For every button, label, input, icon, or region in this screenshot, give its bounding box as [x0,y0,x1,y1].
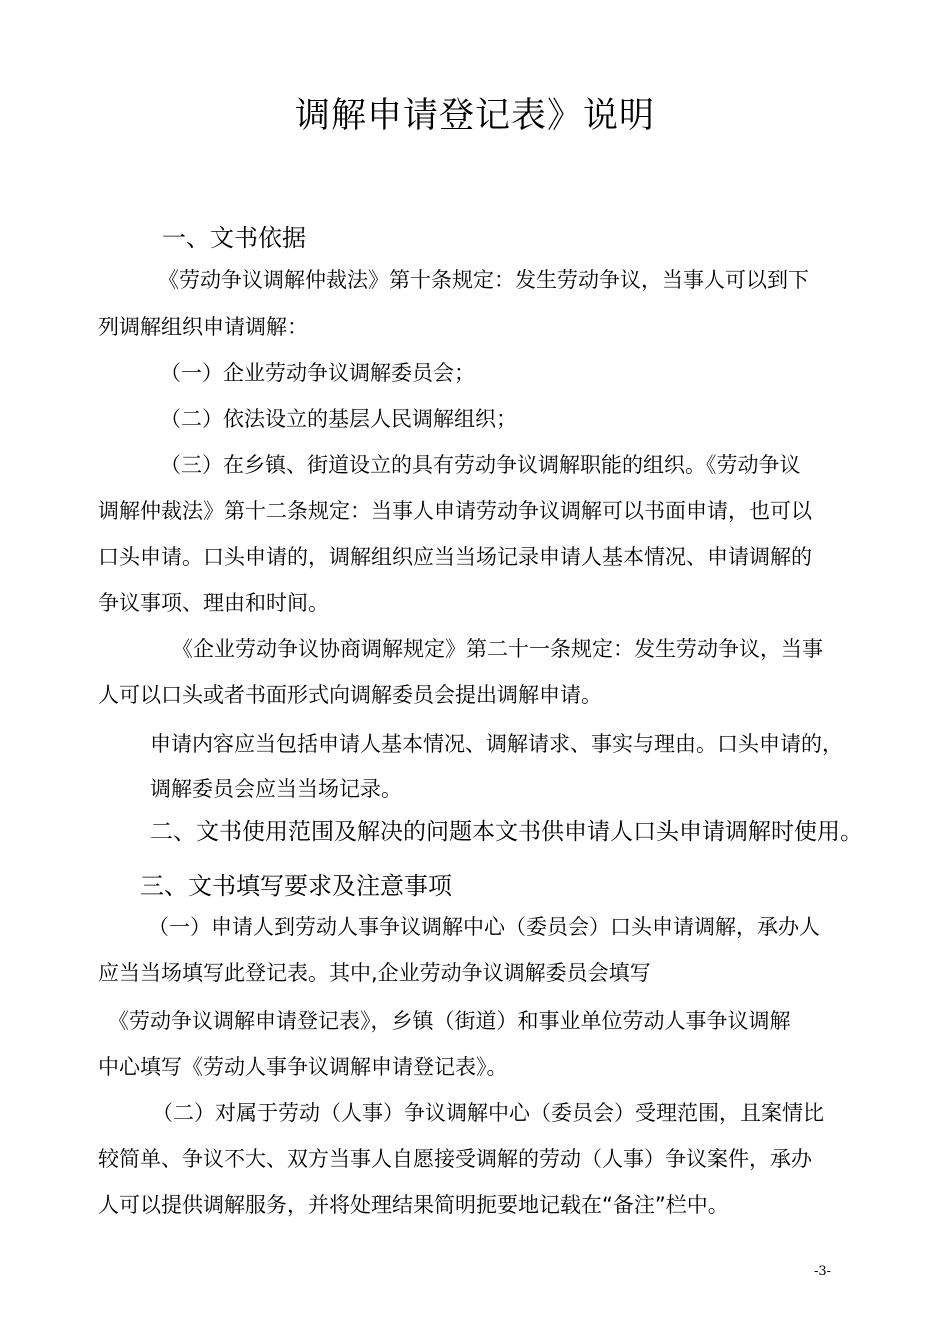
page-number: -3- [814,1264,832,1279]
paragraph-line: 中心填写《劳动人事争议调解申请登记表》。 [98,1055,508,1079]
list-item: （一）申请人到劳动人事争议调解中心（委员会）口头申请调解，承办人 [148,915,820,939]
paragraph-line: 较简单、争议不大、双方当事人自愿接受调解的劳动（人事）争议案件，承办 [98,1147,812,1171]
list-item: （一）企业劳动争议调解委员会； [160,361,475,385]
section-heading-basis: 一、文书依据 [162,224,306,252]
paragraph-line: 《劳动争议调解仲裁法》第十条规定：发生劳动争议，当事人可以到下 [158,268,809,292]
paragraph-line: 《企业劳动争议协商调解规定》第二十一条规定：发生劳动争议，当事 [172,637,823,661]
paragraph-line: 《劳动争议调解申请登记表》，乡镇（街道）和事业单位劳动人事争议调解 [108,1009,791,1033]
paragraph-line: 列调解组织申请调解： [98,315,308,339]
list-item: （三）在乡镇、街道设立的具有劳动争议调解职能的组织。《劳动争议 [160,453,801,477]
paragraph-line: 口头申请。口头申请的，调解组织应当当场记录申请人基本情况、申请调解的 [98,545,812,569]
paragraph-line: 人可以提供调解服务，并将处理结果简明扼要地记载在“备注”栏中。 [98,1193,729,1217]
paragraph-line: 人可以口头或者书面形式向调解委员会提出调解申请。 [98,683,602,707]
list-item: （二）对属于劳动（人事）争议调解中心（委员会）受理范围，且案情比 [152,1101,824,1125]
paragraph-line: 调解委员会应当当场记录。 [150,777,402,801]
document-title: 调解申请登记表》说明 [294,96,655,136]
paragraph-line: 争议事项、理由和时间。 [98,591,329,615]
paragraph-line: 申请内容应当包括申请人基本情况、调解请求、事实与理由。口头申请的， [150,732,843,756]
section-heading-scope: 二、文书使用范围及解决的问题本文书供申请人口头申请调解时使用。 [150,819,863,845]
paragraph-line: 调解仲裁法》第十二条规定：当事人申请劳动争议调解可以书面申请，也可以 [98,499,812,523]
paragraph-line: 应当当场填写此登记表。其中,企业劳动争议调解委员会填写 [98,961,651,985]
section-heading-requirements: 三、文书填写要求及注意事项 [140,872,452,900]
list-item: （二）依法设立的基层人民调解组织； [160,407,517,431]
